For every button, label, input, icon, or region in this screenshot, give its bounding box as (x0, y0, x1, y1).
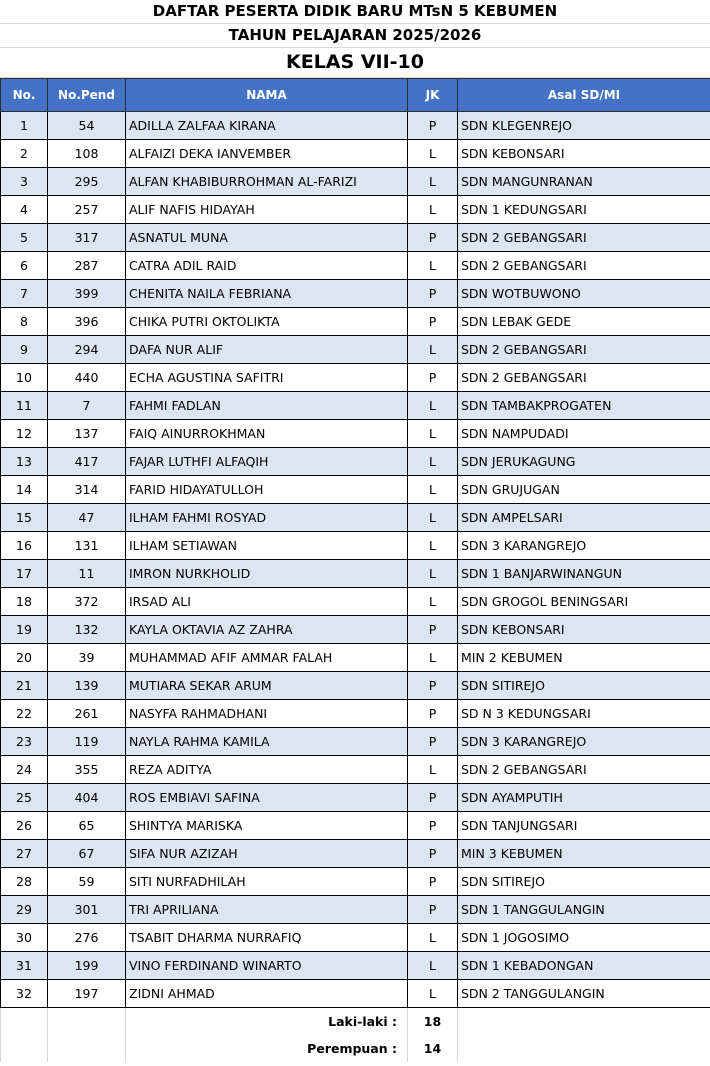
cell-jk[interactable]: P (408, 672, 458, 700)
cell-jk[interactable]: L (408, 392, 458, 420)
table-row (1, 896, 710, 924)
cell-no-pend[interactable]: 295 (48, 168, 126, 196)
cell-asal[interactable]: SDN KEBONSARI (458, 616, 710, 644)
cell-nama[interactable]: TSABIT DHARMA NURRAFIQ (126, 924, 408, 952)
cell-no[interactable]: 11 (1, 392, 48, 420)
cell-jk[interactable]: P (408, 812, 458, 840)
cell-no-pend[interactable]: 261 (48, 700, 126, 728)
cell-jk[interactable]: P (408, 868, 458, 896)
table-row (1, 252, 710, 280)
cell-asal[interactable]: SDN GRUJUGAN (458, 476, 710, 504)
table-row (1, 168, 710, 196)
table-row (1, 448, 710, 476)
cell-nama[interactable]: NAYLA RAHMA KAMILA (126, 728, 408, 756)
table-row (1, 812, 710, 840)
cell-no-pend[interactable]: 317 (48, 224, 126, 252)
cell-no-pend[interactable]: 287 (48, 252, 126, 280)
cell-nama[interactable]: FAHMI FADLAN (126, 392, 408, 420)
cell-no-pend[interactable]: 294 (48, 336, 126, 364)
cell-nama[interactable]: ALFAN KHABIBURROHMAN AL-FARIZI (126, 168, 408, 196)
column-header-nama[interactable]: NAMA (126, 79, 408, 112)
table-row (1, 308, 710, 336)
cell-nama[interactable]: VINO FERDINAND WINARTO (126, 952, 408, 980)
cell-nama[interactable]: KAYLA OKTAVIA AZ ZAHRA (126, 616, 408, 644)
cell-jk[interactable]: P (408, 896, 458, 924)
cell-no[interactable]: 22 (1, 700, 48, 728)
cell-nama[interactable]: NASYFA RAHMADHANI (126, 700, 408, 728)
cell-jk[interactable]: L (408, 336, 458, 364)
cell-no[interactable]: 21 (1, 672, 48, 700)
cell-no-pend[interactable]: 276 (48, 924, 126, 952)
table-row (1, 672, 710, 700)
laki-count[interactable]: 18 (408, 1008, 458, 1036)
cell-no-pend[interactable]: 314 (48, 476, 126, 504)
cell-asal[interactable]: MIN 3 KEBUMEN (458, 840, 710, 868)
cell-nama[interactable]: DAFA NUR ALIF (126, 336, 408, 364)
student-table (0, 78, 710, 1062)
cell-asal[interactable]: SDN AMPELSARI (458, 504, 710, 532)
cell-asal[interactable]: SDN GROGOL BENINGSARI (458, 588, 710, 616)
cell-jk[interactable]: L (408, 504, 458, 532)
cell-jk[interactable]: L (408, 980, 458, 1008)
cell-jk[interactable]: P (408, 364, 458, 392)
cell-asal[interactable]: SDN 2 GEBANGSARI (458, 252, 710, 280)
cell-jk[interactable]: P (408, 616, 458, 644)
cell-asal[interactable]: SDN MANGUNRANAN (458, 168, 710, 196)
cell-jk[interactable]: P (408, 840, 458, 868)
summary-row-laki (1, 1008, 710, 1036)
cell-asal[interactable]: SDN 1 BANJARWINANGUN (458, 560, 710, 588)
cell-nama[interactable]: ILHAM SETIAWAN (126, 532, 408, 560)
cell-asal[interactable]: SDN TANJUNGSARI (458, 812, 710, 840)
cell-no-pend[interactable]: 132 (48, 616, 126, 644)
cell-asal[interactable]: SDN 1 KEDUNGSARI (458, 196, 710, 224)
cell-no[interactable]: 25 (1, 784, 48, 812)
cell-no[interactable]: 17 (1, 560, 48, 588)
cell-no-pend[interactable]: 404 (48, 784, 126, 812)
table-row (1, 392, 710, 420)
cell-asal[interactable]: SDN 3 KARANGREJO (458, 532, 710, 560)
cell-jk[interactable]: P (408, 700, 458, 728)
cell-asal[interactable]: SDN SITIREJO (458, 672, 710, 700)
cell-no[interactable]: 2 (1, 140, 48, 168)
table-header-row (1, 79, 710, 112)
cell-nama[interactable]: ALIF NAFIS HIDAYAH (126, 196, 408, 224)
cell-no-pend[interactable]: 440 (48, 364, 126, 392)
cell-no[interactable]: 14 (1, 476, 48, 504)
cell-no-pend[interactable]: 301 (48, 896, 126, 924)
cell-asal[interactable]: SDN TAMBAKPROGATEN (458, 392, 710, 420)
cell-nama[interactable]: TRI APRILIANA (126, 896, 408, 924)
table-row (1, 980, 710, 1008)
cell-nama[interactable]: ROS EMBIAVI SAFINA (126, 784, 408, 812)
cell-jk[interactable]: P (408, 728, 458, 756)
cell-jk[interactable]: L (408, 252, 458, 280)
cell-jk[interactable]: P (408, 280, 458, 308)
summary-row-perempuan (1, 1035, 710, 1062)
cell-no-pend[interactable]: 399 (48, 280, 126, 308)
cell-no[interactable]: 26 (1, 812, 48, 840)
cell-nama[interactable]: SHINTYA MARISKA (126, 812, 408, 840)
table-row (1, 336, 710, 364)
cell-no[interactable]: 5 (1, 224, 48, 252)
cell-asal[interactable]: SDN JERUKAGUNG (458, 448, 710, 476)
cell-jk[interactable]: P (408, 112, 458, 140)
cell-no[interactable]: 31 (1, 952, 48, 980)
table-row (1, 476, 710, 504)
cell-nama[interactable]: ADILLA ZALFAA KIRANA (126, 112, 408, 140)
class-title: KELAS VII-10 (0, 48, 710, 78)
column-header-no[interactable]: No. (1, 79, 48, 112)
cell-nama[interactable]: SITI NURFADHILAH (126, 868, 408, 896)
table-row (1, 924, 710, 952)
table-row (1, 280, 710, 308)
cell-nama[interactable]: FAJAR LUTHFI ALFAQIH (126, 448, 408, 476)
cell-nama[interactable]: ZIDNI AHMAD (126, 980, 408, 1008)
table-row (1, 588, 710, 616)
cell-no-pend[interactable]: 59 (48, 868, 126, 896)
cell-asal[interactable]: SDN 2 TANGGULANGIN (458, 980, 710, 1008)
cell-asal[interactable]: SDN WOTBUWONO (458, 280, 710, 308)
cell-no[interactable]: 1 (1, 112, 48, 140)
table-row (1, 140, 710, 168)
cell-nama[interactable]: ILHAM FAHMI ROSYAD (126, 504, 408, 532)
cell-no[interactable]: 18 (1, 588, 48, 616)
cell-no-pend[interactable]: 396 (48, 308, 126, 336)
cell-asal[interactable]: SDN 2 GEBANGSARI (458, 224, 710, 252)
cell-asal[interactable]: SDN 1 TANGGULANGIN (458, 896, 710, 924)
cell-nama[interactable]: ECHA AGUSTINA SAFITRI (126, 364, 408, 392)
cell-asal[interactable]: SD N 3 KEDUNGSARI (458, 700, 710, 728)
cell-asal[interactable]: SDN 1 KEBADONGAN (458, 952, 710, 980)
cell-nama[interactable]: ASNATUL MUNA (126, 224, 408, 252)
cell-no[interactable]: 3 (1, 168, 48, 196)
table-row (1, 560, 710, 588)
cell-no-pend[interactable]: 39 (48, 644, 126, 672)
table-row (1, 644, 710, 672)
cell-asal[interactable]: SDN KLEGENREJO (458, 112, 710, 140)
cell-jk[interactable]: L (408, 420, 458, 448)
cell-nama[interactable]: SIFA NUR AZIZAH (126, 840, 408, 868)
cell-no[interactable]: 32 (1, 980, 48, 1008)
table-row (1, 952, 710, 980)
cell-no[interactable]: 27 (1, 840, 48, 868)
laki-label: Laki-laki : (126, 1008, 408, 1036)
cell-no-pend[interactable]: 199 (48, 952, 126, 980)
cell-no-pend[interactable]: 54 (48, 112, 126, 140)
table-row (1, 364, 710, 392)
cell-asal[interactable]: SDN 2 GEBANGSARI (458, 336, 710, 364)
cell-no-pend[interactable]: 67 (48, 840, 126, 868)
cell-nama[interactable]: FARID HIDAYATULLOH (126, 476, 408, 504)
cell-jk[interactable]: P (408, 224, 458, 252)
cell-no[interactable]: 19 (1, 616, 48, 644)
cell-jk[interactable]: P (408, 784, 458, 812)
cell-no-pend[interactable]: 131 (48, 532, 126, 560)
cell-no[interactable]: 12 (1, 420, 48, 448)
cell-no-pend[interactable]: 372 (48, 588, 126, 616)
table-body (1, 112, 710, 1008)
cell-no[interactable]: 16 (1, 532, 48, 560)
table-row (1, 420, 710, 448)
table-row (1, 112, 710, 140)
cell-no[interactable]: 24 (1, 756, 48, 784)
cell-no-pend[interactable]: 119 (48, 728, 126, 756)
table-row (1, 840, 710, 868)
cell-jk[interactable]: L (408, 448, 458, 476)
cell-nama[interactable]: ALFAIZI DEKA IANVEMBER (126, 140, 408, 168)
cell-no-pend[interactable]: 7 (48, 392, 126, 420)
table-row (1, 532, 710, 560)
cell-jk[interactable]: L (408, 924, 458, 952)
column-header-jk[interactable]: JK (408, 79, 458, 112)
cell-no-pend[interactable]: 47 (48, 504, 126, 532)
cell-no[interactable]: 10 (1, 364, 48, 392)
cell-no[interactable]: 30 (1, 924, 48, 952)
cell-no[interactable]: 7 (1, 280, 48, 308)
cell-asal[interactable]: SDN AYAMPUTIH (458, 784, 710, 812)
cell-jk[interactable]: P (408, 308, 458, 336)
cell-no[interactable]: 9 (1, 336, 48, 364)
cell-no-pend[interactable]: 11 (48, 560, 126, 588)
cell-asal[interactable]: SDN 3 KARANGREJO (458, 728, 710, 756)
table-row (1, 756, 710, 784)
perempuan-label: Perempuan : (126, 1035, 408, 1062)
table-row (1, 616, 710, 644)
cell-asal[interactable]: SDN 2 GEBANGSARI (458, 756, 710, 784)
column-header-asal[interactable]: Asal SD/MI (458, 79, 710, 112)
cell-nama[interactable]: IRSAD ALI (126, 588, 408, 616)
column-header-no-pend[interactable]: No.Pend (48, 79, 126, 112)
table-row (1, 728, 710, 756)
cell-nama[interactable]: MUTIARA SEKAR ARUM (126, 672, 408, 700)
table-row (1, 784, 710, 812)
table-row (1, 196, 710, 224)
cell-nama[interactable]: REZA ADITYA (126, 756, 408, 784)
cell-no-pend[interactable]: 137 (48, 420, 126, 448)
cell-asal[interactable]: SDN 1 JOGOSIMO (458, 924, 710, 952)
cell-no-pend[interactable]: 355 (48, 756, 126, 784)
cell-no[interactable]: 29 (1, 896, 48, 924)
table-row (1, 700, 710, 728)
cell-no[interactable]: 6 (1, 252, 48, 280)
cell-no-pend[interactable]: 417 (48, 448, 126, 476)
perempuan-count[interactable]: 14 (408, 1035, 458, 1062)
cell-nama[interactable]: IMRON NURKHOLID (126, 560, 408, 588)
table-row (1, 868, 710, 896)
cell-asal[interactable]: SDN 2 GEBANGSARI (458, 364, 710, 392)
cell-jk[interactable]: L (408, 644, 458, 672)
table-row (1, 504, 710, 532)
cell-no-pend[interactable]: 139 (48, 672, 126, 700)
cell-no[interactable]: 4 (1, 196, 48, 224)
cell-jk[interactable]: L (408, 588, 458, 616)
cell-asal[interactable]: SDN KEBONSARI (458, 140, 710, 168)
cell-no-pend[interactable]: 257 (48, 196, 126, 224)
cell-jk[interactable]: L (408, 140, 458, 168)
cell-nama[interactable]: CATRA ADIL RAID (126, 252, 408, 280)
academic-year-title: TAHUN PELAJARAN 2025/2026 (0, 24, 710, 48)
cell-asal[interactable]: MIN 2 KEBUMEN (458, 644, 710, 672)
cell-asal[interactable]: SDN LEBAK GEDE (458, 308, 710, 336)
cell-jk[interactable]: L (408, 560, 458, 588)
summary-section (1, 1008, 710, 1063)
cell-asal[interactable]: SDN SITIREJO (458, 868, 710, 896)
document-title: DAFTAR PESERTA DIDIK BARU MTsN 5 KEBUMEN (0, 0, 710, 24)
cell-jk[interactable]: L (408, 756, 458, 784)
cell-no[interactable]: 13 (1, 448, 48, 476)
cell-nama[interactable]: FAIQ AINURROKHMAN (126, 420, 408, 448)
cell-jk[interactable]: L (408, 168, 458, 196)
cell-nama[interactable]: CHIKA PUTRI OKTOLIKTA (126, 308, 408, 336)
cell-no[interactable]: 15 (1, 504, 48, 532)
cell-no-pend[interactable]: 108 (48, 140, 126, 168)
cell-asal[interactable]: SDN NAMPUDADI (458, 420, 710, 448)
cell-jk[interactable]: L (408, 952, 458, 980)
cell-jk[interactable]: L (408, 476, 458, 504)
cell-no-pend[interactable]: 65 (48, 812, 126, 840)
cell-no[interactable]: 23 (1, 728, 48, 756)
cell-jk[interactable]: L (408, 532, 458, 560)
cell-jk[interactable]: L (408, 196, 458, 224)
table-row (1, 224, 710, 252)
cell-no[interactable]: 20 (1, 644, 48, 672)
cell-no-pend[interactable]: 197 (48, 980, 126, 1008)
cell-no[interactable]: 8 (1, 308, 48, 336)
cell-nama[interactable]: MUHAMMAD AFIF AMMAR FALAH (126, 644, 408, 672)
cell-nama[interactable]: CHENITA NAILA FEBRIANA (126, 280, 408, 308)
cell-no[interactable]: 28 (1, 868, 48, 896)
